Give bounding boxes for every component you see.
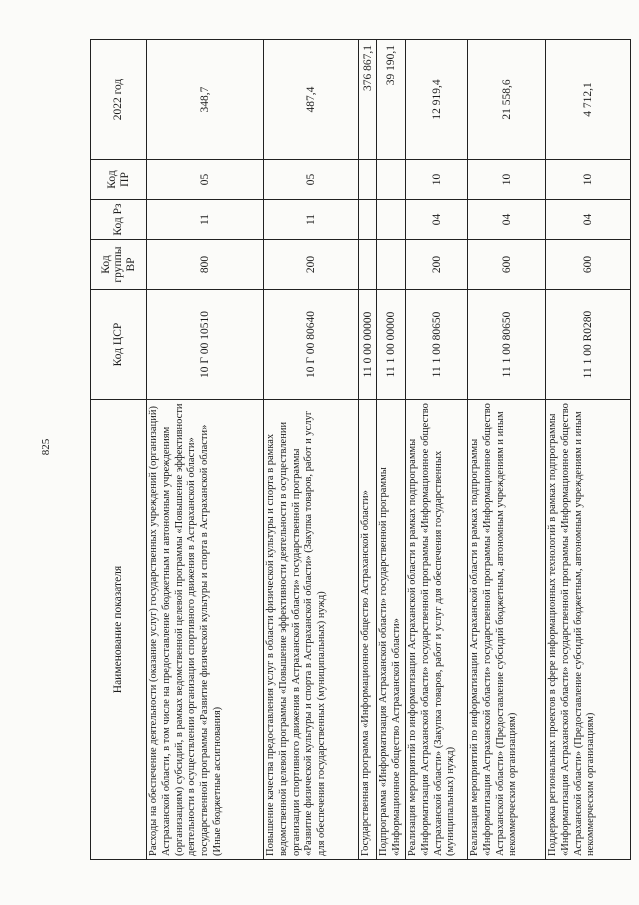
row-amount: 21 558,6 — [468, 40, 546, 160]
row-vr: 600 — [468, 240, 546, 290]
row-vr: 600 — [546, 240, 631, 290]
row-amount: 12 919,4 — [406, 40, 468, 160]
row-rz: 04 — [468, 200, 546, 240]
header-pr: Код ПР — [91, 160, 147, 200]
row-pr — [377, 160, 406, 200]
row-pr: 05 — [147, 160, 264, 200]
header-vr: Код группы ВР — [91, 240, 147, 290]
table-row — [406, 40, 468, 860]
row-rz — [377, 200, 406, 240]
row-name: Подпрограмма «Информатизация Астраханской области» государственной программы «Информационное общество Астраханской области» — [377, 400, 406, 860]
row-pr: 10 — [468, 160, 546, 200]
row-csr: 11 1 00 00000 — [377, 290, 406, 400]
header-csr: Код ЦСР — [91, 290, 147, 400]
table-row — [468, 40, 546, 860]
row-csr: 11 1 00 80650 — [406, 290, 468, 400]
table-row — [359, 40, 377, 860]
row-amount: 376 867,1 — [359, 40, 377, 160]
row-rz: 04 — [406, 200, 468, 240]
row-name: Государственная программа «Информационное общество Астраханской области» — [359, 400, 377, 860]
table-row — [546, 40, 631, 860]
row-pr: 05 — [264, 160, 359, 200]
row-amount: 487,4 — [264, 40, 359, 160]
row-vr — [377, 240, 406, 290]
row-csr: 11 1 00 R0280 — [546, 290, 631, 400]
row-name: Повышение качества предоставления услуг в области физической культуры и спорта в рамках ведомственной целевой программы «Повышение эффективности деятельности в осуществлении организации спортивного движения в Астраханской области» государственной программы «Развитие физической культуры и спорта в Астраханской области» (Закупка товаров, работ и услуг для обеспечения государственных (муниципальных) нужд) — [264, 400, 359, 860]
header-year: 2022 год — [91, 40, 147, 160]
row-pr — [359, 160, 377, 200]
row-csr: 11 1 00 80650 — [468, 290, 546, 400]
row-csr: 11 0 00 00000 — [359, 290, 377, 400]
row-amount: 348,7 — [147, 40, 264, 160]
row-rz: 04 — [546, 200, 631, 240]
row-vr: 200 — [264, 240, 359, 290]
row-pr: 10 — [546, 160, 631, 200]
row-name: Реализация мероприятий по информатизации Астраханской области в рамках подпрограммы «Информатизация Астраханской области» государственной программы «Информационное общество Астраханской области» (Предоставление субсидий бюджетным, автономным учреждениям и иным некоммерческим организациям) — [468, 400, 546, 860]
row-csr: 10 Г 00 10510 — [147, 290, 264, 400]
table-header-row — [91, 40, 147, 860]
row-amount: 4 712,1 — [546, 40, 631, 160]
row-rz — [359, 200, 377, 240]
table-row — [264, 40, 359, 860]
row-csr: 10 Г 00 80640 — [264, 290, 359, 400]
row-name: Поддержка региональных проектов в сфере информационных технологий в рамках подпрограммы «Информатизация Астраханской области» государственной программы «Информационное общество Астраханской области» (Предоставление субсидий бюджетным, автономным учреждениям и иным некоммерческим организациям) — [546, 400, 631, 860]
row-vr: 200 — [406, 240, 468, 290]
row-rz: 11 — [147, 200, 264, 240]
budget-table — [90, 39, 631, 860]
row-vr — [359, 240, 377, 290]
budget-table-rotated — [90, 40, 630, 860]
header-rz: Код Рз — [91, 200, 147, 240]
row-amount: 39 190,1 — [377, 40, 406, 160]
row-rz: 11 — [264, 200, 359, 240]
row-pr: 10 — [406, 160, 468, 200]
row-vr: 800 — [147, 240, 264, 290]
row-name: Реализация мероприятий по информатизации Астраханской области в рамках подпрограммы «Информатизация Астраханской области» государственной программы «Информационное общество Астраханской области» (Закупка товаров, работ и услуг для обеспечения государственных (муниципальных) нужд) — [406, 400, 468, 860]
row-name: Расходы на обеспечение деятельности (оказание услуг) государственных учреждений (организаций) Астраханской области, в том числе на предоставление бюджетным и автономным учреждениям (организациям) субсидий, в рамках ведомственной целевой программы «Повышение эффективности деятельности в осуществлении организации спортивного движения в Астраханской области» государственной программы «Развитие физической культуры и спорта в Астраханской области» (Иные бюджетные ассигнования) — [147, 400, 264, 860]
header-name: Наименование показателя — [91, 400, 147, 860]
table-row — [377, 40, 406, 860]
page-number: 825 — [40, 438, 52, 456]
table-row — [147, 40, 264, 860]
